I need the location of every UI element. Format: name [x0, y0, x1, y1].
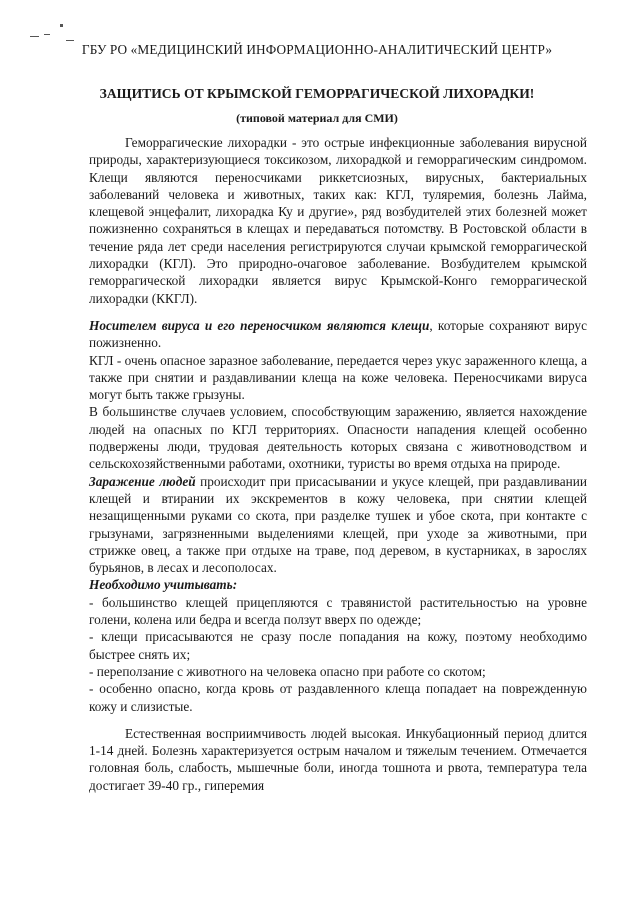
- scan-artifact: [44, 34, 50, 35]
- paragraph-symptoms: Естественная восприимчивость людей высокая. Инкубационный период длится 1-14 дней. Болезнь характеризуется острым началом и тяжелым течением. Отмечается головная боль, слабость, мышечные боли, иногда тошнота и рвота, температура тела достигает 39-40 гр., гиперемия: [89, 725, 587, 793]
- scan-artifact: [60, 24, 63, 27]
- scan-artifact: [30, 36, 39, 37]
- organization-header: ГБУ РО «МЕДИЦИНСКИЙ ИНФОРМАЦИОННО-АНАЛИТИЧЕСКИЙ ЦЕНТР»: [81, 42, 553, 57]
- paragraph-transmission: КГЛ - очень опасное заразное заболевание, передается через укус зараженного клеща, а также при снятии и раздавливании клеща на коже человека. Переносчиками вируса могут быть также грызуны.: [89, 352, 587, 403]
- paragraph-risk: В большинстве случаев условием, способствующим заражению, является нахождение людей на опасных по КГЛ территориях. Опасности нападения клещей особенно подвержены люди, трудовая деятельность которых связана с животноводством и сельскохозяйственными работами, охотники, туристы во время отдыха на природе.: [89, 404, 587, 472]
- paragraph-carriers-text: , которые сохраняют вирус пожизненно.: [89, 317, 587, 351]
- document-subtitle: (типовой материал для СМИ): [236, 111, 398, 125]
- bullet-item: - особенно опасно, когда кровь от раздавленного клеща попадает на поврежденную кожу и слизистые.: [89, 681, 587, 714]
- bullet-item: - большинство клещей прицепляются с травянистой растительностью на уровне голени, колена или бедра и всегда ползут вверх по одежде;: [89, 594, 587, 628]
- paragraph-carriers: [89, 317, 587, 352]
- section-heading-note: Необходимо учитывать:: [89, 577, 238, 593]
- scan-artifact: [66, 40, 74, 41]
- bullet-item: - клещи присасываются не сразу после попадания на кожу, поэтому необходимо быстрее снять их;: [89, 629, 587, 662]
- document-body: [89, 134, 587, 794]
- document-title: ЗАЩИТИСЬ ОТ КРЫМСКОЙ ГЕМОРРАГИЧЕСКОЙ ЛИХОРАДКИ!: [99, 86, 535, 101]
- bullet-item: - переползание с животного на человека опасно при работе со скотом;: [89, 663, 486, 679]
- paragraph-intro: Геморрагические лихорадки - это острые инфекционные заболевания вирусной природы, характеризующиеся токсикозом, лихорадкой и геморрагическим синдромом. Клещи являются переносчиками риккетсиозных, вирусных, бактериальных заболеваний человека и животных, таких как: КГЛ, туляремия, болезнь Лайма, клещевой энцефалит, лихорадка Ку и другие», ряд возбудителей этих болезней может пожизненно сохраняться в клещах и передаваться потомству. В Ростовской области в течение ряда лет среди населения регистрируются случаи крымской геморрагической лихорадки (КГЛ). Это природно-очаговое заболевание. Возбудителем крымской геморрагической лихорадки является вирус Крымской-Конго геморрагической лихорадки (ККГЛ).: [89, 135, 587, 306]
- emphasis-carriers: Носителем вируса и его переносчиком являются клещи: [89, 317, 430, 333]
- paragraph-infection-text: происходит при присасывании и укусе клещей, при раздавливании клещей и втирании их экскрементов в кожу человека, при снятии клещей незащищенными руками со скота, при разделке тушек и убое скота, при контакте с грызунами, загрязненными выделениями клещей, при уходе за животными, при стрижке овец, а также при отдыхе на траве, под деревом, в кустарниках, в зарослях бурьянов, в лесах и лесополосах.: [89, 473, 587, 576]
- paragraph-infection: [89, 473, 587, 577]
- emphasis-infection: Заражение людей: [89, 473, 196, 489]
